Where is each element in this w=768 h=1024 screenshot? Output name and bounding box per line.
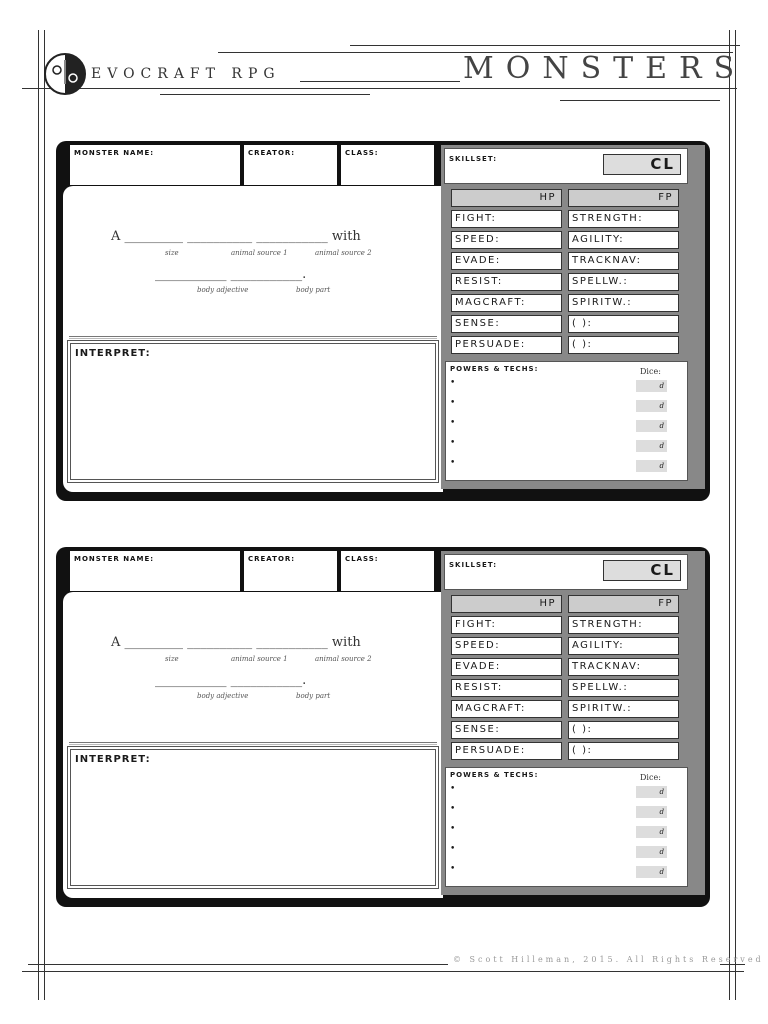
monster-name-label: MONSTER NAME: xyxy=(74,149,155,157)
stat-evade[interactable]: EVADE: xyxy=(451,658,562,676)
monster-card-1 xyxy=(56,141,710,501)
stat-custom-1[interactable]: ( ): xyxy=(568,721,679,739)
stat-custom-2[interactable]: ( ): xyxy=(568,742,679,760)
stats-panel xyxy=(441,551,705,895)
dice-field[interactable]: d xyxy=(636,866,667,878)
stat-spellw[interactable]: SPELLW.: xyxy=(568,679,679,697)
monster-name-field[interactable] xyxy=(70,145,240,185)
power-bullet: • xyxy=(450,458,456,468)
frame-line xyxy=(38,30,39,1000)
interpret-box[interactable] xyxy=(67,340,439,483)
stat-agility[interactable]: AGILITY: xyxy=(568,231,679,249)
hp-header[interactable]: HP xyxy=(451,595,562,613)
class-label: CLASS: xyxy=(345,149,379,157)
stat-spiritw[interactable]: SPIRITW.: xyxy=(568,294,679,312)
frame-line xyxy=(22,88,462,89)
frame-line xyxy=(560,100,720,101)
monster-card-2 xyxy=(56,547,710,907)
size-caption: size xyxy=(165,655,179,663)
interpret-label: INTERPRET: xyxy=(75,754,151,765)
frame-line xyxy=(160,94,370,95)
sentence-row-2: ___________ ___________. xyxy=(155,673,307,688)
powers-techs-label: POWERS & TECHS: xyxy=(450,365,539,373)
power-bullet: • xyxy=(450,824,456,834)
power-bullet: • xyxy=(450,784,456,794)
brand-name: EVOCRAFT RPG xyxy=(91,66,281,82)
stats-panel xyxy=(441,145,705,489)
dice-field[interactable]: d xyxy=(636,786,667,798)
creator-field[interactable] xyxy=(244,551,337,591)
animal-source-1-caption: animal source 1 xyxy=(231,249,288,257)
stat-magcraft[interactable]: MAGCRAFT: xyxy=(451,700,562,718)
stat-persuade[interactable]: PERSUADE: xyxy=(451,742,562,760)
frame-line xyxy=(462,88,737,89)
skillset-field[interactable] xyxy=(444,148,688,184)
stat-persuade[interactable]: PERSUADE: xyxy=(451,336,562,354)
divider xyxy=(69,742,437,745)
monster-name-label: MONSTER NAME: xyxy=(74,555,155,563)
stat-speed[interactable]: SPEED: xyxy=(451,637,562,655)
creator-field[interactable] xyxy=(244,145,337,185)
power-bullet: • xyxy=(450,864,456,874)
skillset-label: SKILLSET: xyxy=(449,155,498,163)
monster-name-field[interactable] xyxy=(70,551,240,591)
dice-label: Dice: xyxy=(640,773,661,782)
frame-line xyxy=(300,81,460,82)
class-field[interactable] xyxy=(341,145,434,185)
cl-field[interactable]: CL xyxy=(603,560,681,581)
divider xyxy=(69,336,437,339)
stat-resist[interactable]: RESIST: xyxy=(451,273,562,291)
frame-line xyxy=(729,30,730,1000)
skillset-label: SKILLSET: xyxy=(449,561,498,569)
frame-line xyxy=(720,964,745,965)
copyright-footer: © Scott Hilleman, 2015. All Rights Reserved xyxy=(453,955,764,964)
stat-resist[interactable]: RESIST: xyxy=(451,679,562,697)
class-label: CLASS: xyxy=(345,555,379,563)
stat-spiritw[interactable]: SPIRITW.: xyxy=(568,700,679,718)
dice-field[interactable]: d xyxy=(636,400,667,412)
size-caption: size xyxy=(165,249,179,257)
sentence-row-1: A _________ __________ ___________ with xyxy=(111,229,361,244)
dice-field[interactable]: d xyxy=(636,826,667,838)
stat-strength[interactable]: STRENGTH: xyxy=(568,616,679,634)
dice-field[interactable]: d xyxy=(636,420,667,432)
frame-line xyxy=(735,30,736,1000)
stat-sense[interactable]: SENSE: xyxy=(451,315,562,333)
body-adjective-caption: body adjective xyxy=(197,692,249,700)
stat-tracknav[interactable]: TRACKNAV: xyxy=(568,252,679,270)
dice-field[interactable]: d xyxy=(636,460,667,472)
power-bullet: • xyxy=(450,804,456,814)
fp-header[interactable]: FP xyxy=(568,189,679,207)
stat-custom-2[interactable]: ( ): xyxy=(568,336,679,354)
powers-techs-box[interactable] xyxy=(445,767,688,887)
stat-speed[interactable]: SPEED: xyxy=(451,231,562,249)
animal-source-1-caption: animal source 1 xyxy=(231,655,288,663)
stat-tracknav[interactable]: TRACKNAV: xyxy=(568,658,679,676)
stat-sense[interactable]: SENSE: xyxy=(451,721,562,739)
body-adjective-caption: body adjective xyxy=(197,286,249,294)
creator-label: CREATOR: xyxy=(248,149,296,157)
frame-line xyxy=(44,30,45,1000)
interpret-box[interactable] xyxy=(67,746,439,889)
evocraft-logo-icon xyxy=(43,52,87,96)
stat-magcraft[interactable]: MAGCRAFT: xyxy=(451,294,562,312)
stat-custom-1[interactable]: ( ): xyxy=(568,315,679,333)
creator-label: CREATOR: xyxy=(248,555,296,563)
body-part-caption: body part xyxy=(296,286,331,294)
stat-agility[interactable]: AGILITY: xyxy=(568,637,679,655)
dice-field[interactable]: d xyxy=(636,806,667,818)
power-bullet: • xyxy=(450,378,456,388)
hp-header[interactable]: HP xyxy=(451,189,562,207)
sentence-row-1: A _________ __________ ___________ with xyxy=(111,635,361,650)
powers-techs-label: POWERS & TECHS: xyxy=(450,771,539,779)
sentence-row-2: ___________ ___________. xyxy=(155,267,307,282)
powers-techs-box[interactable] xyxy=(445,361,688,481)
description-panel xyxy=(63,186,443,492)
power-bullet: • xyxy=(450,418,456,428)
animal-source-2-caption: animal source 2 xyxy=(315,655,372,663)
power-bullet: • xyxy=(450,438,456,448)
skillset-field[interactable] xyxy=(444,554,688,590)
animal-source-2-caption: animal source 2 xyxy=(315,249,372,257)
frame-line xyxy=(28,964,448,965)
power-bullet: • xyxy=(450,844,456,854)
fp-header[interactable]: FP xyxy=(568,595,679,613)
frame-line xyxy=(22,971,744,972)
dice-field[interactable]: d xyxy=(636,846,667,858)
dice-label: Dice: xyxy=(640,367,661,376)
interpret-label: INTERPRET: xyxy=(75,348,151,359)
dice-field[interactable]: d xyxy=(636,380,667,392)
stat-fight[interactable]: FIGHT: xyxy=(451,210,562,228)
class-field[interactable] xyxy=(341,551,434,591)
stat-spellw[interactable]: SPELLW.: xyxy=(568,273,679,291)
page-title: MONSTERS xyxy=(463,51,747,86)
cl-field[interactable]: CL xyxy=(603,154,681,175)
stat-evade[interactable]: EVADE: xyxy=(451,252,562,270)
stat-fight[interactable]: FIGHT: xyxy=(451,616,562,634)
power-bullet: • xyxy=(450,398,456,408)
description-panel xyxy=(63,592,443,898)
frame-line xyxy=(350,45,740,46)
stat-strength[interactable]: STRENGTH: xyxy=(568,210,679,228)
dice-field[interactable]: d xyxy=(636,440,667,452)
body-part-caption: body part xyxy=(296,692,331,700)
